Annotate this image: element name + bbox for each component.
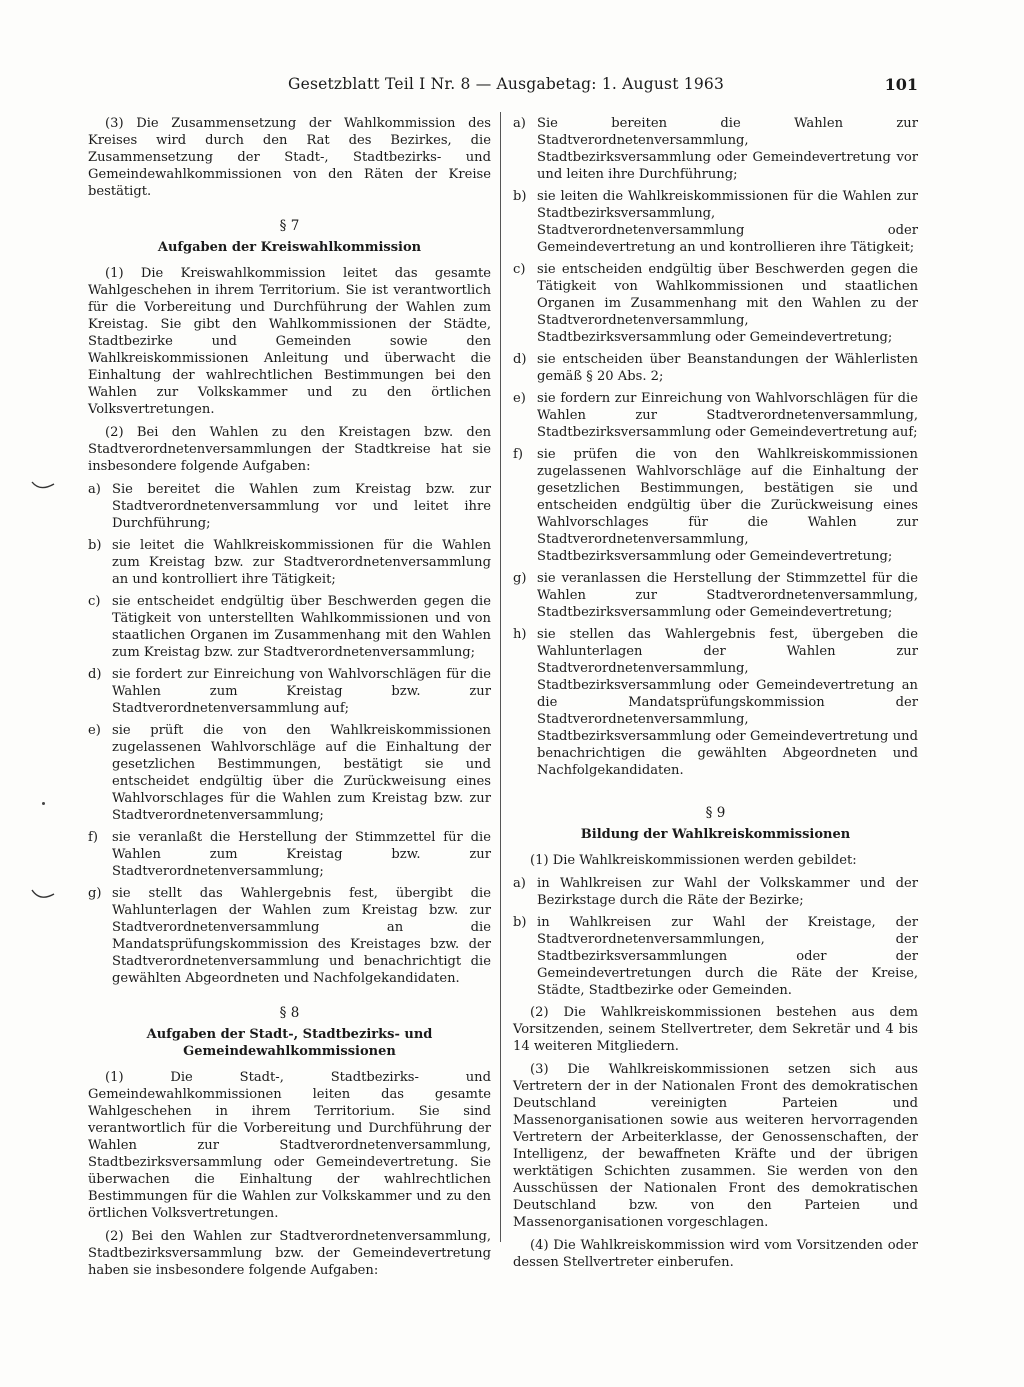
list-item-text: sie fordert zur Einreichung von Wahlvorschlägen für die Wahlen zum Kreistag bzw. zur Stadtverordnetenversammlung auf;: [112, 667, 491, 716]
section-8-title: Aufgaben der Stadt-, Stadtbezirks- und Gemeindewahlkommissionen: [146, 1027, 433, 1059]
list-item: [513, 914, 918, 999]
paragraph-8-2: (2) Bei den Wahlen zur Stadtverordnetenversammlung, Stadtbezirksversammlung bzw. der Gemeindevertretung haben sie insbesondere folgende Aufgaben:: [88, 1229, 491, 1278]
list-item-label: e): [513, 391, 526, 406]
list-item: [513, 570, 918, 621]
list-item-text: sie entscheidet endgültig über Beschwerden gegen die Tätigkeit von unterstellten Wahlkommissionen und von staatlichen Organen im Zusammenhang mit den Wahlen zum Kreistag bzw. zur Stadtverordnetenversammlung;: [112, 594, 491, 660]
paragraph-6-3: (3) Die Zusammensetzung der Wahlkommission des Kreises wird durch den Rat des Bezirkes, die Zusammensetzung der Stadt-, Stadtbezirks- und Gemeindewahlkommissionen von den Räten der Kreise bestätigt.: [88, 116, 491, 199]
list-item-text: sie veranlaßt die Herstellung der Stimmzettel für die Wahlen zum Kreistag bzw. zur Stadtverordnetenversammlung;: [112, 830, 491, 879]
list-item-text: sie stellt das Wahlergebnis fest, übergibt die Wahlunterlagen der Wahlen zum Kreistag bzw. zur Stadtverordnetenversammlung an die Mandatsprüfungskommission des Kreistages bzw. der Stadtverordnetenversammlung und benachrichtigt die gewählten Abgeordneten und Nachfolgekandidaten.: [112, 886, 491, 986]
paragraph-9-2: (2) Die Wahlkreiskommissionen bestehen aus dem Vorsitzenden, seinem Stellvertreter, dem Sekretär und 4 bis 14 weiteren Mitgliedern.: [513, 1005, 918, 1054]
page-number: 101: [884, 75, 918, 94]
section-9-list: [513, 875, 918, 999]
list-item: [513, 390, 918, 441]
list-item: [513, 626, 918, 779]
list-item-text: sie veranlassen die Herstellung der Stimmzettel für die Wahlen zur Stadtverordnetenversammlung, Stadtbezirksversammlung oder Gemeindevertretung;: [537, 571, 918, 620]
list-item-label: a): [513, 116, 526, 131]
paragraph-8-1: (1) Die Stadt-, Stadtbezirks- und Gemeindewahlkommissionen leiten das gesamte Wahlgeschehen in ihrem Territorium. Sie sind verantwortlich für die Vorbereitung und Durchführung der Wahlen zur Stadtverordnetenversammlung, Stadtbezirksversammlung oder Gemeindevertretung. Sie überwachen die Einhaltung der wahlrechtlichen Bestimmungen für die Wahlen zur Volkskammer und zu den örtlichen Volksvertretungen.: [88, 1070, 491, 1221]
paragraph-9-4: (4) Die Wahlkreiskommission wird vom Vorsitzenden oder dessen Stellvertreter einberufen.: [513, 1238, 918, 1270]
list-item-text: sie prüfen die von den Wahlkreiskommissionen zugelassenen Wahlvorschläge auf die Einhaltung der gesetzlichen Bestimmungen, bestätigen sie und entscheiden endgültig über die Zurückweisung eines Wahlvorschlages für die Wahlen zur Stadtverordnetenversammlung, Stadtbezirksversammlung oder Gemeindevertretung;: [537, 447, 918, 564]
section-7-number: § 7: [279, 218, 300, 234]
paragraph-9-1: (1) Die Wahlkreiskommissionen werden gebildet:: [530, 853, 857, 868]
list-item-label: h): [513, 627, 527, 642]
paragraph-7-2: (2) Bei den Wahlen zu den Kreistagen bzw. den Stadtverordnetenversammlungen der Stadtkreise hat sie insbesondere folgende Aufgaben:: [88, 425, 491, 474]
running-header: [88, 75, 918, 101]
section-8-number: § 8: [279, 1005, 300, 1021]
list-item-label: d): [513, 352, 527, 367]
gazette-title: Gesetzblatt Teil I Nr. 8 — Ausgabetag: 1. August 1963: [288, 75, 725, 93]
list-item-text: sie entscheiden über Beanstandungen der Wählerlisten gemäß § 20 Abs. 2;: [537, 352, 918, 384]
list-item: [88, 666, 491, 717]
list-item: [513, 875, 918, 909]
list-item-label: b): [513, 915, 527, 930]
list-item: [513, 351, 918, 385]
list-item-label: g): [88, 886, 102, 901]
column-divider: [500, 112, 501, 1242]
list-item-label: b): [88, 538, 102, 553]
list-item-label: a): [513, 876, 526, 891]
list-item-label: a): [88, 482, 101, 497]
list-item-label: f): [88, 830, 98, 845]
list-item-text: sie fordern zur Einreichung von Wahlvorschlägen für die Wahlen zur Stadtverordnetenversammlung, Stadtbezirksversammlung oder Gemeindevertretung auf;: [537, 391, 918, 440]
list-item: [513, 261, 918, 346]
section-9-number: § 9: [705, 805, 726, 821]
list-item: [88, 537, 491, 588]
list-item-label: g): [513, 571, 527, 586]
list-item-label: c): [88, 594, 101, 609]
list-item-text: in Wahlkreisen zur Wahl der Volkskammer und der Bezirkstage durch die Räte der Bezirke;: [537, 876, 918, 908]
list-item: [513, 115, 918, 183]
section-7-title: Aufgaben der Kreiswahlkommission: [157, 240, 422, 255]
margin-dot: [42, 802, 45, 805]
list-item: [88, 722, 491, 824]
section-8-list: [513, 115, 918, 779]
list-item: [88, 481, 491, 532]
list-item-text: Sie bereiten die Wahlen zur Stadtverordnetenversammlung, Stadtbezirksversammlung oder Gemeindevertretung vor und leiten ihre Durchführung;: [537, 116, 918, 182]
left-column: [88, 115, 491, 1285]
paragraph-7-1: (1) Die Kreiswahlkommission leitet das gesamte Wahlgeschehen in ihrem Territorium. Sie ist verantwortlich für die Vorbereitung und Durchführung der Wahlen zum Kreistag. Sie gibt den Wahlkommissionen der Städte, Stadtbezirke und Gemeinden sowie den Wahlkreiskommissionen Anleitung und überwacht die Einhaltung der wahlrechtlichen Bestimmungen bei den Wahlen zur Volkskammer und zu den örtlichen Volksvertretungen.: [88, 266, 491, 417]
list-item-text: Sie bereitet die Wahlen zum Kreistag bzw. zur Stadtverordnetenversammlung vor und leitet ihre Durchführung;: [112, 482, 491, 531]
list-item-text: sie entscheiden endgültig über Beschwerden gegen die Tätigkeit von Wahlkommissionen und staatlichen Organen im Zusammenhang mit den Wahlen zu der Stadtverordnetenversammlung, Stadtbezirksversammlung oder Gemeindevertretung;: [537, 262, 918, 345]
list-item-label: b): [513, 189, 527, 204]
list-item-label: c): [513, 262, 526, 277]
list-item-text: sie stellen das Wahlergebnis fest, übergeben die Wahlunterlagen der Wahlen zur Stadtverordnetenversammlung, Stadtbezirksversammlung oder Gemeindevertretung an die Mandatsprüfungskommission der Stadtverordnetenversammlung, Stadtbezirksversammlung oder Gemeindevertretung und benachrichtigen die gewählten Abgeordneten und Nachfolgekandidaten.: [537, 627, 918, 778]
section-7-list: [88, 481, 491, 987]
list-item: [88, 885, 491, 987]
list-item-text: in Wahlkreisen zur Wahl der Kreistage, der Stadtverordnetenversammlungen, der Stadtbezirksversammlungen oder der Gemeindevertretungen durch die Räte der Kreise, Städte, Stadtbezirke oder Gemeinden.: [537, 915, 918, 998]
list-item-text: sie prüft die von den Wahlkreiskommissionen zugelassenen Wahlvorschläge auf die Einhaltung der gesetzlichen Bestimmungen, bestätigt sie und entscheidet endgültig über die Zurückweisung eines Wahlvorschlages für die Wahlen zum Kreistag bzw. zur Stadtverordnetenversammlung;: [112, 723, 491, 823]
list-item-label: d): [88, 667, 102, 682]
list-item-text: sie leiten die Wahlkreiskommissionen für die Wahlen zur Stadtbezirksversammlung, Stadtverordnetenversammlung oder Gemeindevertretung an und kontrollieren ihre Tätigkeit;: [537, 189, 918, 255]
margin-check-mark: [30, 884, 56, 906]
list-item-label: e): [88, 723, 101, 738]
right-column: [513, 115, 918, 1277]
section-9-title: Bildung der Wahlkreiskommissionen: [580, 827, 851, 842]
paragraph-9-3: (3) Die Wahlkreiskommissionen setzen sich aus Vertretern der in der Nationalen Front des demokratischen Deutschland vereinigten Parteien und Massenorganisationen sowie aus weiteren hervorragenden Vertretern der Arbeiterklasse, der Genossenschaften, der Intelligenz, der bewaffneten Kräfte und der übrigen werktätigen Schichten zusammen. Sie werden von den Ausschüssen der Nationalen Front des demokratischen Deutschland bzw. von den Parteien und Massenorganisationen vorgeschlagen.: [513, 1062, 918, 1230]
list-item: [88, 829, 491, 880]
margin-check-mark: [30, 478, 56, 494]
list-item-label: f): [513, 447, 523, 462]
list-item: [88, 593, 491, 661]
list-item-text: sie leitet die Wahlkreiskommissionen für die Wahlen zum Kreistag bzw. zur Stadtverordnetenversammlung an und kontrolliert ihre Tätigkeit;: [112, 538, 491, 587]
list-item: [513, 188, 918, 256]
list-item: [513, 446, 918, 565]
